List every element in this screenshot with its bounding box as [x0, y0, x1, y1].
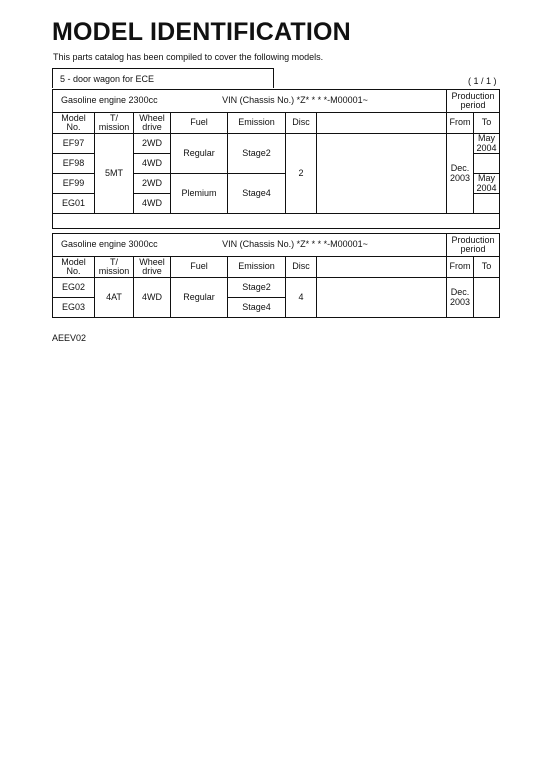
- catalog-code: AEEV02: [52, 333, 87, 343]
- blank-cell: [317, 278, 447, 318]
- emission-cell: Stage4: [228, 174, 286, 214]
- model-table-2300cc: [52, 89, 500, 229]
- to-cell: May 2004: [474, 134, 500, 154]
- to-cell-empty: [474, 278, 500, 318]
- emission-cell: Stage2: [228, 134, 286, 174]
- from-cell: Dec. 2003: [447, 278, 474, 318]
- fuel-cell: Regular: [171, 134, 228, 174]
- fuel-cell: Regular: [171, 278, 228, 318]
- production-period-header: Production period: [447, 90, 500, 113]
- transmission-cell: 4AT: [95, 278, 134, 318]
- col-emission: Emission: [228, 113, 286, 134]
- to-cell-empty: [474, 194, 500, 214]
- col-fuel: Fuel: [171, 257, 228, 278]
- emission-cell: Stage4: [228, 298, 286, 318]
- col-wheel-drive: Wheel drive: [134, 257, 171, 278]
- col-model-no: Model No.: [53, 257, 95, 278]
- col-emission: Emission: [228, 257, 286, 278]
- transmission-cell: 5MT: [95, 134, 134, 214]
- to-cell-empty: [474, 154, 500, 174]
- from-cell: Dec. 2003: [447, 134, 474, 214]
- production-period-header: Production period: [447, 234, 500, 257]
- model-cell: EF98: [53, 154, 95, 174]
- col-blank: [317, 113, 447, 134]
- vin-label: VIN (Chassis No.) *Z* * * *-M00001~: [222, 95, 368, 106]
- col-to: To: [474, 113, 500, 134]
- col-to: To: [474, 257, 500, 278]
- model-cell: EG01: [53, 194, 95, 214]
- engine-label: Gasoline engine 2300cc: [61, 95, 158, 106]
- col-from: From: [447, 257, 474, 278]
- fuel-cell: Plemium: [171, 174, 228, 214]
- separator-row: [53, 214, 500, 229]
- blank-cell: [317, 134, 447, 214]
- engine-label: Gasoline engine 3000cc: [61, 239, 158, 250]
- col-blank: [317, 257, 447, 278]
- engine-header-cell: [53, 234, 447, 257]
- model-cell: EG02: [53, 278, 95, 298]
- col-disc: Disc: [286, 257, 317, 278]
- disc-cell: 2: [286, 134, 317, 214]
- col-from: From: [447, 113, 474, 134]
- model-cell: EF97: [53, 134, 95, 154]
- vin-label: VIN (Chassis No.) *Z* * * *-M00001~: [222, 239, 368, 250]
- disc-cell: 4: [286, 278, 317, 318]
- col-transmission: T/ mission: [95, 113, 134, 134]
- model-table-3000cc: [52, 233, 500, 318]
- col-model-no: Model No.: [53, 113, 95, 134]
- to-cell: May 2004: [474, 174, 500, 194]
- page-number: ( 1 / 1 ): [468, 76, 497, 86]
- col-wheel-drive: Wheel drive: [134, 113, 171, 134]
- col-fuel: Fuel: [171, 113, 228, 134]
- drive-cell: 4WD: [134, 154, 171, 174]
- drive-cell: 4WD: [134, 194, 171, 214]
- model-cell: EF99: [53, 174, 95, 194]
- col-transmission: T/ mission: [95, 257, 134, 278]
- page-subtitle: This parts catalog has been compiled to cover the following models.: [53, 52, 324, 62]
- drive-cell: 2WD: [134, 134, 171, 154]
- page-title: MODEL IDENTIFICATION: [52, 18, 351, 46]
- emission-cell: Stage2: [228, 278, 286, 298]
- drive-cell: 2WD: [134, 174, 171, 194]
- engine-header-cell: [53, 90, 447, 113]
- model-cell: EG03: [53, 298, 95, 318]
- section-tab: 5 - door wagon for ECE: [52, 68, 274, 88]
- col-disc: Disc: [286, 113, 317, 134]
- drive-cell: 4WD: [134, 278, 171, 318]
